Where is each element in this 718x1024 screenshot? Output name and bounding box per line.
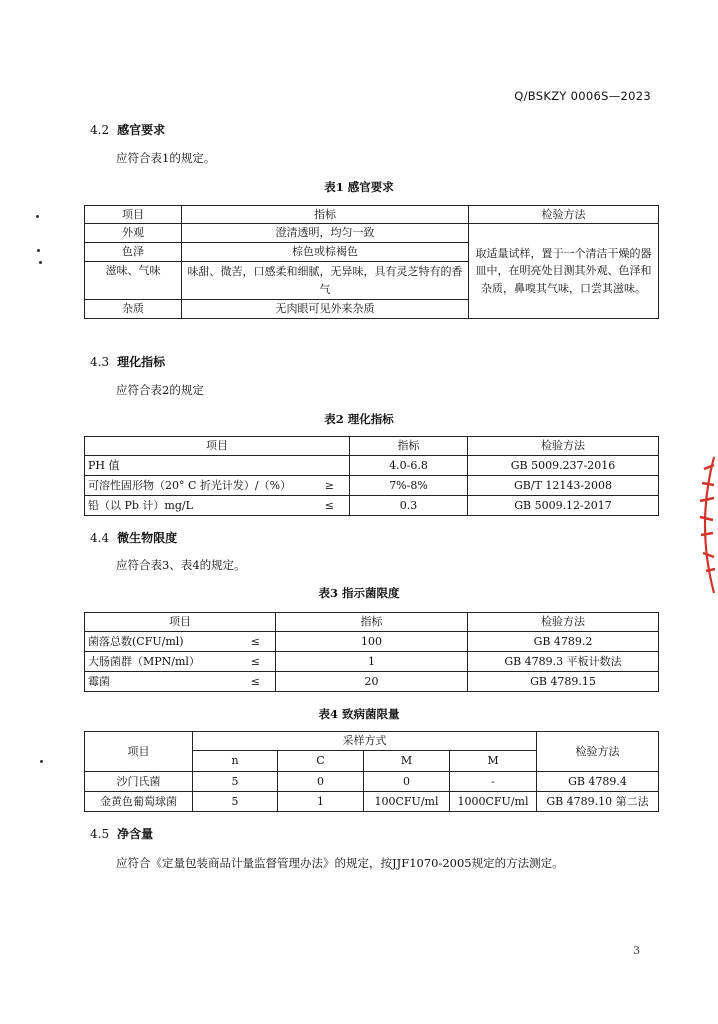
- table-cell: 5: [193, 772, 278, 792]
- section-title: 微生物限度: [117, 531, 178, 545]
- table-cell: 1: [276, 652, 468, 672]
- item-label: 铅（以 Pb 计）mg/L: [88, 498, 193, 512]
- table-subheader: M: [364, 751, 450, 772]
- table-cell: 无肉眼可见外来杂质: [182, 300, 469, 319]
- table-cell: 1000CFU/ml: [450, 792, 537, 812]
- table-cell-method: 取适量试样，置于一个清洁干燥的器皿中，在明亮处目测其外观、色泽和杂质，鼻嗅其气味，口尝其滋味。: [469, 224, 659, 319]
- table-cell: GB 4789.4: [537, 772, 659, 792]
- section-number: 4.2: [90, 123, 110, 137]
- table-4-caption: 表4 致病菌限量: [318, 707, 400, 721]
- table-cell: 5: [193, 792, 278, 812]
- table-row: [85, 224, 659, 243]
- section-title: 感官要求: [117, 123, 166, 137]
- table-cell: 0: [278, 772, 364, 792]
- table-cell: -: [450, 772, 537, 792]
- comparison-symbol: ≤: [250, 634, 260, 648]
- table-cell: 20: [276, 672, 468, 692]
- section-4-2-text: 应符合表1的规定。: [116, 151, 216, 165]
- comparison-symbol: ≤: [250, 654, 260, 668]
- scan-speck: [37, 249, 40, 252]
- table-row: [85, 652, 659, 672]
- table-cell: 7%-8%: [350, 476, 468, 496]
- table-cell: [85, 652, 276, 672]
- table-subheader: n: [193, 751, 278, 772]
- item-label: 霉菌: [88, 674, 110, 688]
- table-row: [85, 672, 659, 692]
- table-cell: 4.0-6.8: [350, 456, 468, 476]
- section-title: 净含量: [117, 827, 154, 841]
- section-title: 理化指标: [117, 355, 166, 369]
- scan-speck: [39, 261, 42, 264]
- table-cell: 100: [276, 632, 468, 652]
- table-header: 检验方法: [468, 437, 659, 456]
- table-cell: [85, 456, 350, 476]
- table-subheader: C: [278, 751, 364, 772]
- scan-speck: [36, 215, 39, 218]
- table-cell: 0: [364, 772, 450, 792]
- table-cell: GB 4789.15: [468, 672, 659, 692]
- table-cell: GB 4789.10 第二法: [537, 792, 659, 812]
- table-cell: 杂质: [85, 300, 182, 319]
- scan-speck: [40, 760, 43, 763]
- section-4-5-text: 应符合《定量包装商品计量监督管理办法》的规定，按JJF1070-2005规定的方法测定。: [116, 856, 564, 870]
- section-4-5-heading: [90, 825, 153, 842]
- table-cell: 澄清透明，均匀一致: [182, 224, 469, 243]
- section-number: 4.5: [90, 827, 110, 841]
- table-cell: 0.3: [350, 496, 468, 516]
- table-cell: GB/T 12143-2008: [468, 476, 659, 496]
- table-physicochemical: [84, 436, 659, 516]
- table-cell: 滋味、气味: [85, 262, 182, 300]
- table-cell: GB 5009.237-2016: [468, 456, 659, 476]
- table-cell: [85, 476, 350, 496]
- table-header: 检验方法: [469, 206, 659, 224]
- item-label: 大肠菌群（MPN/ml）: [88, 654, 200, 668]
- standard-code: Q/BSKZY 0006S—2023: [514, 89, 651, 103]
- table-header: 采样方式: [193, 732, 537, 751]
- comparison-symbol: ≥: [324, 478, 334, 492]
- table-2-caption: 表2 理化指标: [324, 412, 394, 426]
- section-number: 4.3: [90, 355, 110, 369]
- table-header: 指标: [276, 613, 468, 632]
- table-row: [85, 496, 659, 516]
- table-header: 指标: [182, 206, 469, 224]
- table-cell: 1: [278, 792, 364, 812]
- comparison-symbol: ≤: [250, 674, 260, 688]
- table-row: [85, 632, 659, 652]
- section-4-4-heading: [90, 529, 177, 546]
- table-row: [85, 476, 659, 496]
- table-indicator-bacteria: [84, 612, 659, 692]
- table-header: 项目: [85, 613, 276, 632]
- table-header: 项目: [85, 206, 182, 224]
- section-number: 4.4: [90, 531, 110, 545]
- table-cell: [85, 632, 276, 652]
- table-header: 项目: [85, 732, 193, 772]
- table-cell: GB 4789.3 平板计数法: [468, 652, 659, 672]
- item-label: 菌落总数(CFU/ml): [88, 634, 184, 648]
- table-header: 指标: [350, 437, 468, 456]
- table-3-caption: 表3 指示菌限度: [318, 586, 400, 600]
- table-cell: 外观: [85, 224, 182, 243]
- table-cell: 味甜、微苦，口感柔和细腻，无异味，具有灵芝特有的香气: [182, 262, 469, 300]
- table-subheader: M: [450, 751, 537, 772]
- partial-seal-stamp: [688, 455, 718, 595]
- table-header: 检验方法: [537, 732, 659, 772]
- table-row: [85, 772, 659, 792]
- table-row: [85, 792, 659, 812]
- table-cell: 沙门氏菌: [85, 772, 193, 792]
- section-4-3-heading: [90, 353, 165, 370]
- item-label: 可溶性固形物（20° C 折光计发）/（%）: [88, 478, 292, 492]
- table-cell: 棕色或棕褐色: [182, 243, 469, 262]
- table-cell: 色泽: [85, 243, 182, 262]
- comparison-symbol: ≤: [324, 498, 334, 512]
- table-pathogen-limits: [84, 731, 659, 812]
- table-cell: [85, 672, 276, 692]
- table-cell: GB 4789.2: [468, 632, 659, 652]
- table-cell: GB 5009.12-2017: [468, 496, 659, 516]
- table-cell: 金黄色葡萄球菌: [85, 792, 193, 812]
- table-cell: 100CFU/ml: [364, 792, 450, 812]
- table-sensory: [84, 205, 659, 319]
- table-header: 项目: [85, 437, 350, 456]
- section-4-3-text: 应符合表2的规定: [116, 383, 204, 397]
- table-header: 检验方法: [468, 613, 659, 632]
- section-4-2-heading: [90, 121, 165, 138]
- table-cell: [85, 496, 350, 516]
- page-number: 3: [633, 944, 640, 957]
- section-4-4-text: 应符合表3、表4的规定。: [116, 558, 246, 572]
- item-label: PH 值: [88, 458, 120, 472]
- table-row: [85, 456, 659, 476]
- table-1-caption: 表1 感官要求: [324, 180, 394, 194]
